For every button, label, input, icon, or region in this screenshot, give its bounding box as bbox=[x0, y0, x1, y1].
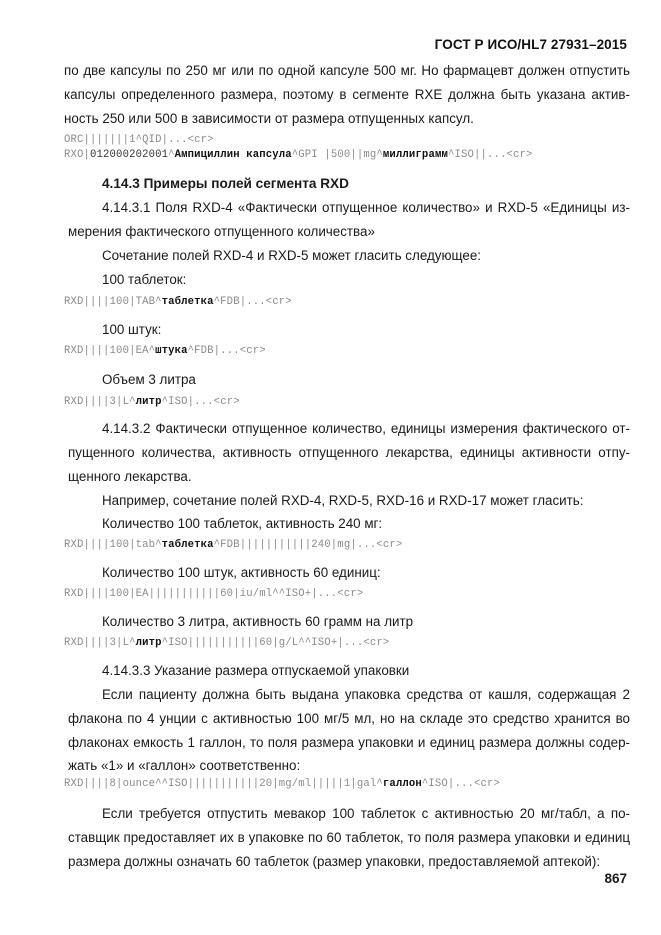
paragraph-line: капсулы определенного размера, поэтому в сегменте RXE должна быть указана актив- bbox=[64, 87, 630, 102]
paragraph-line: пущенного количества, активность отпущенного лекарства, единицы активности отпу- bbox=[68, 445, 630, 460]
code-line: RXD||||100|EA|||||||||||60|iu/ml^^ISO+|...<cr> bbox=[64, 588, 364, 600]
paragraph-line: размера должны означать 60 таблеток (размер упаковки, предоставляемой аптекой): bbox=[68, 854, 601, 869]
document-header: ГОСТ Р ИСО/HL7 27931–2015 bbox=[434, 37, 627, 52]
example-label: Количество 3 литра, активность 60 грамм на литр bbox=[102, 614, 414, 629]
paragraph-line: 4.14.3.2 Фактически отпущенное количество, единицы измерения фактического от- bbox=[102, 421, 630, 436]
example-label: Количество 100 таблеток, активность 240 мг: bbox=[102, 516, 383, 531]
subsection-title: 4.14.3.3 Указание размера отпускаемой упаковки bbox=[102, 663, 410, 678]
paragraph-line: мерения фактического отпущенного количества» bbox=[68, 224, 375, 239]
section-heading: 4.14.3 Примеры полей сегмента RXD bbox=[102, 176, 349, 191]
paragraph-line: ставщик предоставляет их в упаковке по 60 таблеток, то поля размера упаковки и единиц bbox=[68, 830, 630, 845]
code-line: RXD||||100|tab^таблетка^FDB|||||||||||240|mg|...<cr> bbox=[64, 539, 403, 551]
code-line-rxo: RXO|012000202001^Ампициллин капсула^GPI |500||mg^миллиграмм^ISO||...<cr> bbox=[64, 149, 533, 161]
paragraph-line: 4.14.3.1 Поля RXD-4 «Фактически отпущенное количество» и RXD-5 «Единицы из- bbox=[102, 200, 630, 215]
example-label: Объем 3 литра bbox=[102, 372, 196, 387]
paragraph-line: Если пациенту должна быть выдана упаковка средства от кашля, содержащая 2 bbox=[102, 687, 630, 702]
paragraph-line: Сочетание полей RXD-4 и RXD-5 может гласить следующее: bbox=[102, 248, 482, 263]
code-line: RXD||||100|TAB^таблетка^FDB|...<cr> bbox=[64, 296, 292, 308]
example-label: 100 штук: bbox=[102, 322, 162, 337]
code-line: RXD||||8|ounce^^ISO|||||||||||20|mg/ml|||||1|gal^галлон^ISO|...<cr> bbox=[64, 778, 500, 790]
code-line: RXD||||100|EA^штука^FDB|...<cr> bbox=[64, 345, 266, 357]
example-label: 100 таблеток: bbox=[102, 272, 187, 287]
code-line: RXD||||3|L^литр^ISO|||||||||||60|g/L^^ISO+|...<cr> bbox=[64, 637, 390, 649]
paragraph-line: жать «1» и «галлон» соответственно: bbox=[68, 758, 301, 773]
paragraph-line: флакона по 4 унции с активностью 100 мг/5 мл, но на складе это средство хранится во bbox=[68, 711, 630, 726]
paragraph-line: флаконах емкость 1 галлон, то поля размера упаковки и единиц размера должны содер- bbox=[68, 735, 630, 750]
paragraph-line: Если требуется отпустить мевакор 100 таблеток с активностью 20 мг/табл, а по- bbox=[102, 806, 630, 821]
paragraph-line: по две капсулы по 250 мг или по одной капсуле 500 мг. Но фармацевт должен отпустить bbox=[64, 63, 630, 78]
code-line: RXD||||3|L^литр^ISO|...<cr> bbox=[64, 396, 240, 408]
paragraph-line: щенного лекарства. bbox=[68, 469, 192, 484]
paragraph-line: ность 250 или 500 в зависимости от размера отпущенных капсул. bbox=[64, 111, 474, 126]
paragraph-line: Например, сочетание полей RXD-4, RXD-5, RXD-16 и RXD-17 может гласить: bbox=[102, 493, 584, 508]
code-line-orc: ORC|||||||1^QID|...<cr> bbox=[64, 134, 214, 146]
page-number: 867 bbox=[604, 871, 627, 886]
example-label: Количество 100 штук, активность 60 единиц: bbox=[102, 565, 381, 580]
